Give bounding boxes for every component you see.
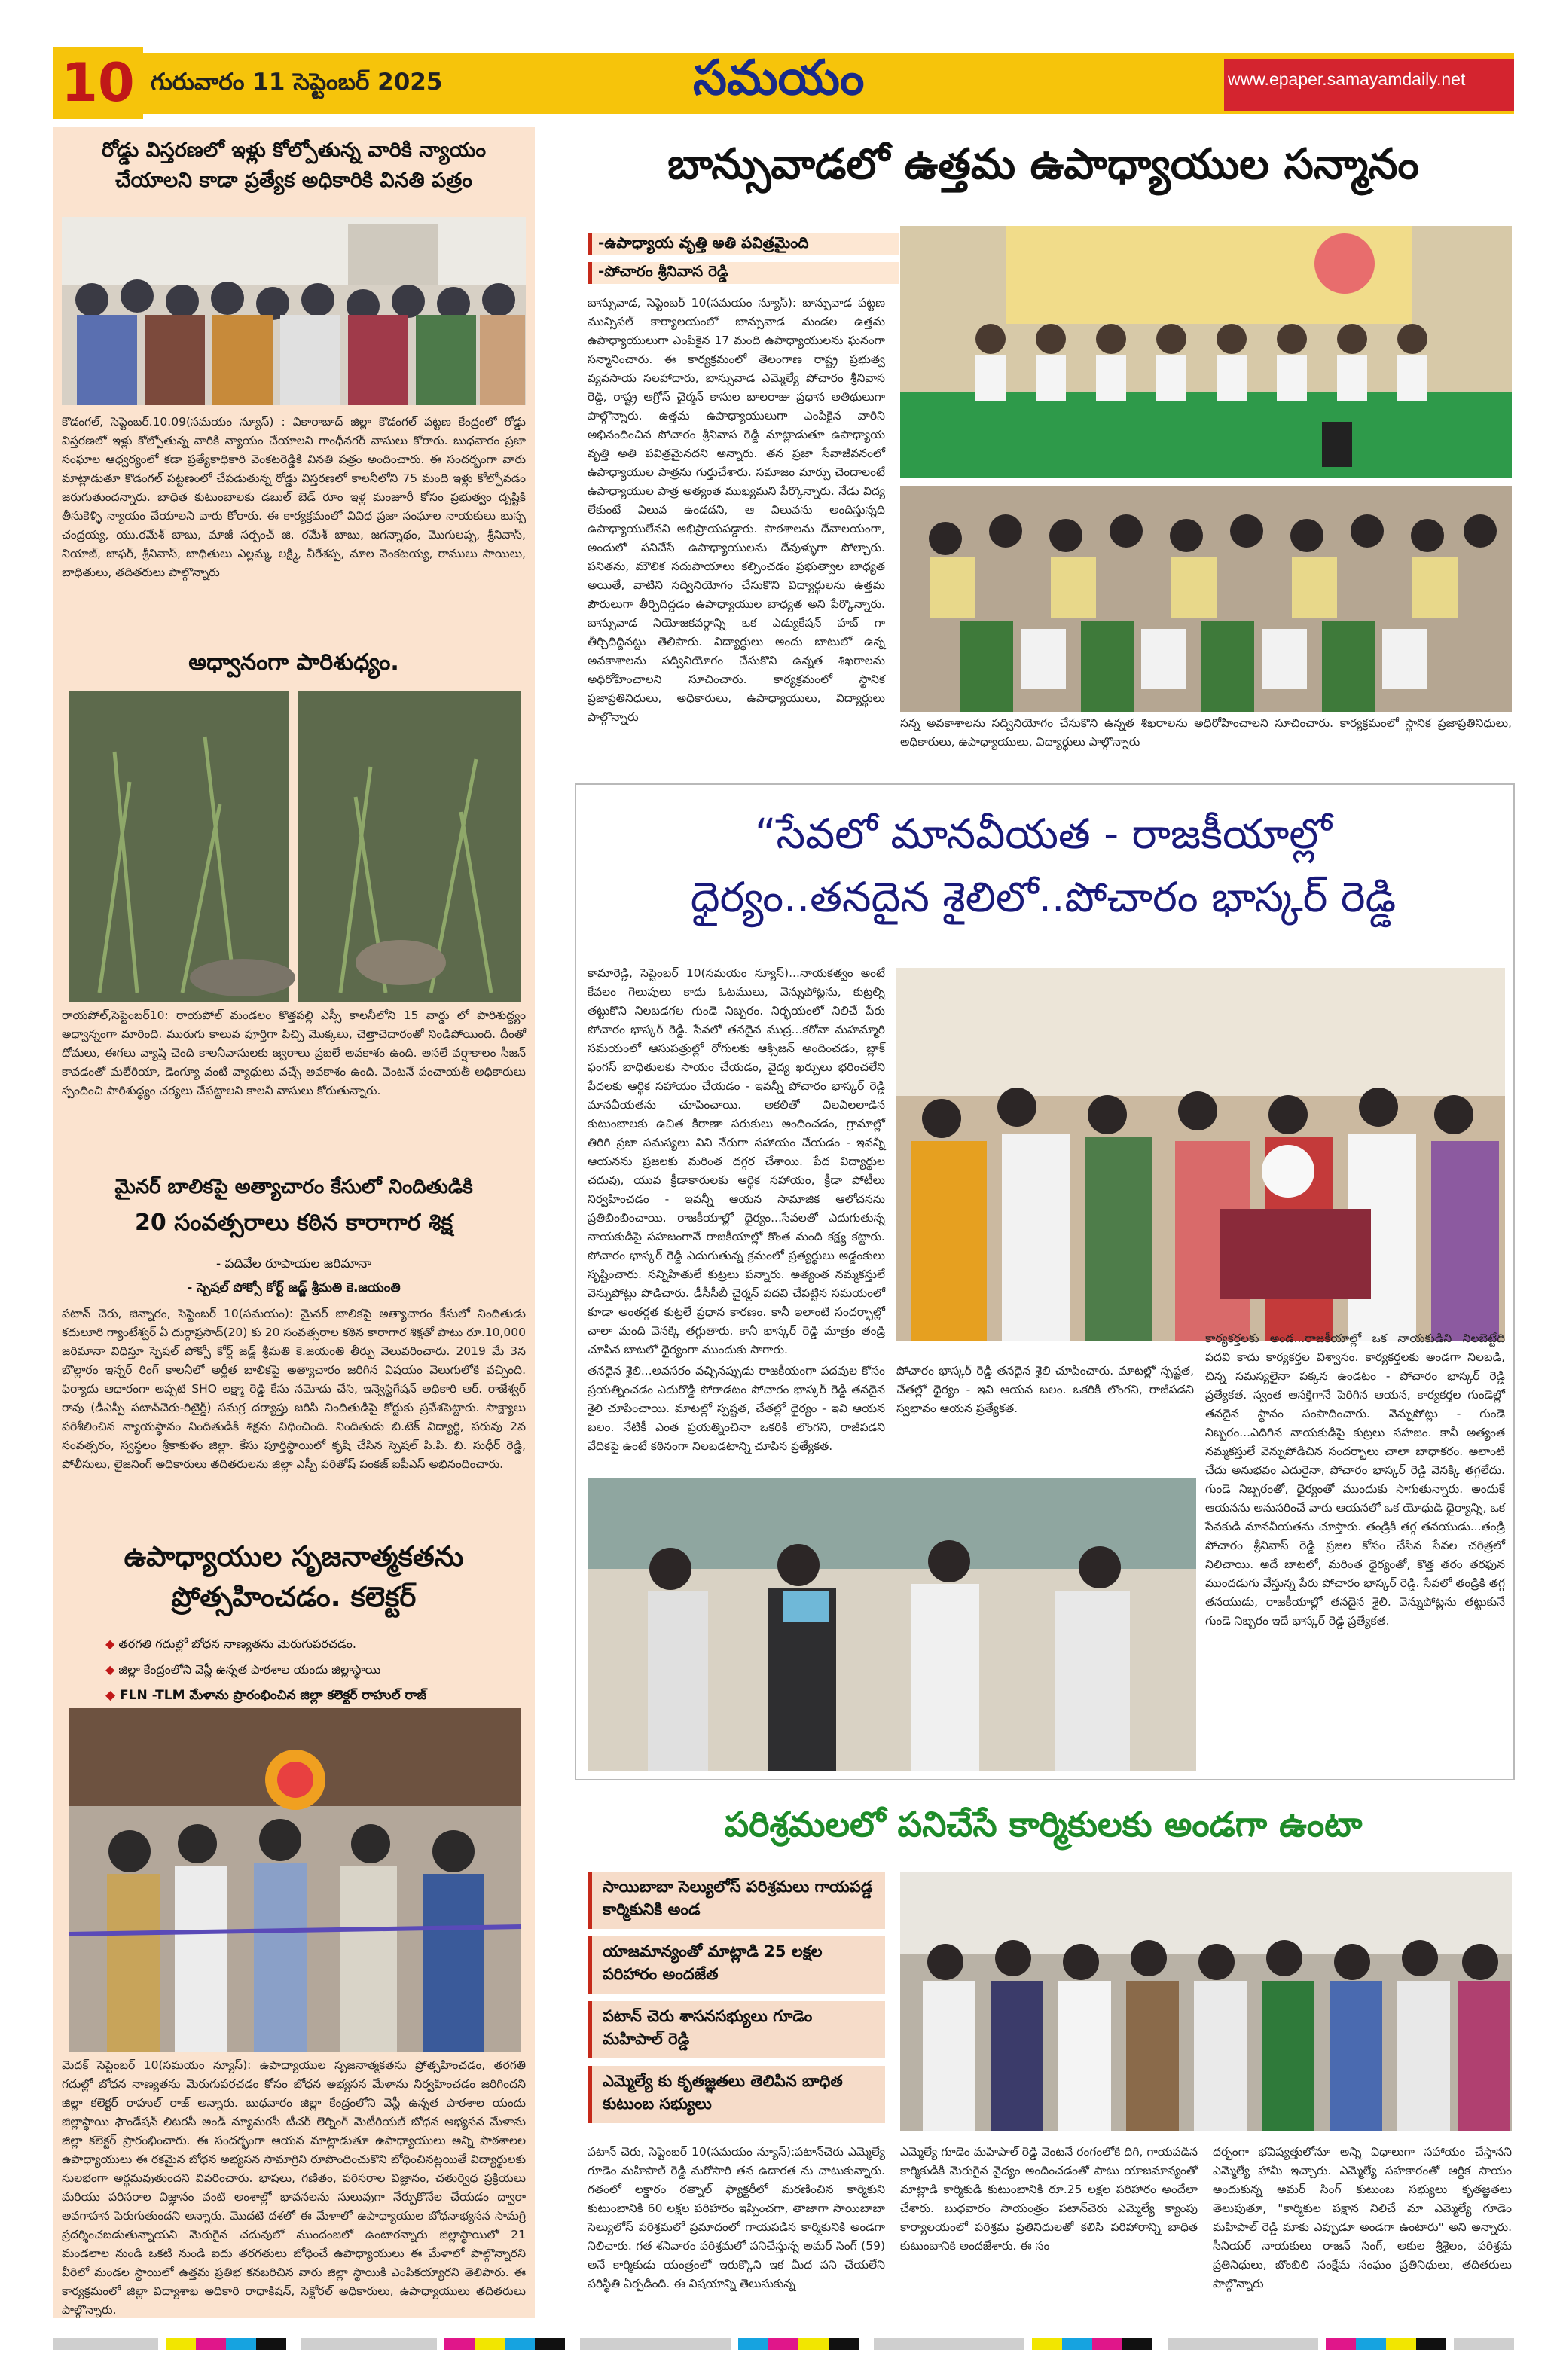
mid-headline-line2: ధైర్యం..తనదైన శైలిలో..పోచారం భాస్కర్ రెడ్డి [690, 873, 1397, 921]
mid-photo-distribution [896, 968, 1505, 1341]
story3-headline-line1: మైనర్ బాలికపై అత్యాచారం కేసులో నిందితుడికి [114, 1176, 473, 1198]
top-photo-stage [900, 226, 1512, 478]
top-sub1: -ఉపాధ్యాయ వృత్తి అతి పవిత్రమైంది [588, 233, 899, 255]
top-body-col2: సన్న అవకాశాలను సద్వినియోగం చేసుకొని ఉన్నత శిఖరాలను అధిరోహించాలని సూచించారు. కార్యక్రమంలో స్థానిక ప్రజాప్రతినిధులు, అధికారులు, ఉపాధ్యాయులు, విద్యార్థులు పాల్గొన్నారు [900, 716, 1512, 749]
story4-bullet-3: ◆ FLN -TLM మేళాను ప్రారంభించిన జిల్లా కలెక్టర్ రాహుల్ రాజ్ [105, 1688, 426, 1703]
bottom-point-4: ఎమ్మెల్యే కు కృతజ్ఞతలు తెలిపిన బాధిత కుటుంబ సభ్యులు [588, 2066, 885, 2123]
story3-sub2: - స్పెషల్ పోక్సో కోర్ట్ జడ్జ్ శ్రీమతి కె.జయంతి [187, 1280, 401, 1295]
story1-headline-line1: రోడ్డు విస్తరణలో ఇళ్లు కోల్పోతున్న వారికి న్యాయం [101, 139, 487, 162]
story4-headline [60, 1536, 527, 1618]
story2-headline: అధ్వానంగా పారిశుధ్యం. [188, 649, 399, 676]
story3-headline [60, 1169, 527, 1241]
top-body-col1: బాన్సువాడ, సెప్టెంబర్ 10(సమయం న్యూస్): బాన్సువాడ పట్టణ మున్సిపల్ కార్యాలయంలో బాన్సువాడ మండల ఉత్తమ ఉపాధ్యాయులుగా ఎంపికైన 17 మంది ఉపాధ్యాయులను ఘనంగా సన్మానించారు. ఈ కార్యక్రమంలో తెలంగాణ రాష్ట్ర ప్రభుత్వ వ్యవసాయ సలహాదారు, బాన్సువాడ ఎమ్మెల్యే పోచారం శ్రీనివాస రెడ్డి, రాష్ట్ర ఆగ్రోస్ చైర్మన్ కాసుల బాలరాజు ప్రధాన అతిథులుగా పాల్గొన్నారు. ఉత్తమ ఉపాధ్యాయులుగా ఎంపికైన వారిని అభినందించిన పోచారం శ్రీనివాస రెడ్డి మాట్లాడుతూ ఉపాధ్యాయ వృత్తి అతి పవిత్రమైనదని అన్నారు. తన ప్రజా సేవాజీవనంలో ఉపాధ్యాయుల పాత్రను గుర్తుచేశారు. సమాజం మార్పు చెందాలంటే ఉపాధ్యాయుల పాత్ర అత్యంత ముఖ్యమని పేర్కొన్నారు. నేడు విద్య లేకుంటే విలువ ఉండదని, ఆ విలువను అందిస్తున్నది ఉపాధ్యాయులేనని అభిప్రాయపడ్డారు. పాఠశాలను దేవాలయంగా, అందులో పనిచేసే ఉపాధ్యాయులను దేవుళ్ళుగా పోల్చారు. పనితను, మౌలిక సదుపాయాలు కల్పించడం ప్రభుత్వాల బాధ్యత అయితే, వాటిని సద్వినియోగం చేసుకొని విద్యార్థులను ఉత్తమ పౌరులుగా తీర్చిదిద్దడం ఉపాధ్యాయుల బాధ్యత అని పేర్కొన్నారు. బాన్సువాడ నియోజకవర్గాన్ని ఒక ఎడ్యుకేషన్ హబ్ గా తీర్చిదిద్దినట్టు తెలిపారు. విద్యార్థులు అందు బాటులో ఉన్న అవకాశాలను సద్వినియోగం చేసుకొని ఉన్నత శిఖరాలను అధిరోహించాలని సూచించారు. కార్యక్రమంలో స్థానిక ప్రజాప్రతినిధులు, అధికారులు, ఉపాధ్యాయులు, విద్యార్థులు పాల్గొన్నారు [588, 296, 885, 724]
story3-body: పటాన్ చెరు, జిన్నారం, సెప్టెంబర్ 10(సమయం): మైనర్ బాలికపై అత్యాచారం కేసులో నిందితుడు కదులూరి గ్యాంటేశ్వర్ ఏ దుర్గాప్రసాద్(20) కు 20 సంవత్సరాల కఠిన కారాగార శిక్షతో పాటు రూ.10,000 జరిమానా విధిస్తూ స్పెషల్ పోక్సో కోర్ట్ జడ్జ్ శ్రీమతి కె.జయంతి తీర్పు వెలువరించారు. 2019 మే 3న బొల్లారం ఇన్నర్ రింగ్ కాలనీలో అర్జీత బాలికపై అత్యాచారం జరిగిన విషయం వెలుగులోకి వచ్చింది. ఫిర్యాదు ఆధారంగా అప్పటి SHO లక్ష్మా రెడ్డి కేసు నమోదు చేసి, ఇన్వెస్టిగేషన్ అధికారి ఆర్. రాజేశ్వర్ రావు (డీఎస్పీ పటాన్‌చెరు-రిటైర్డ్) సమగ్ర దర్యాప్తు జరిపి నిందితుడిపై కోర్టుకు ప్రవేశపెట్టారు. సాక్ష్యాలు పరిశీలించిన న్యాయస్థానం నిందితుడికి శిక్షను విధించింది. నిందితుడు బి.టెక్ విద్యార్థి, పరువు 2వ సంవత్సరం, స్వస్థలం శ్రీకాకుళం జిల్లా. కేసు పూర్తిస్థాయిలో కృషి చేసిన స్పెషల్ పి.పి. బి. సుధీర్ రెడ్డి, పోలీసులు, లైజనింగ్ అధికారులు తదితరులను జిల్లా ఎస్పీ పరితోష్ పంకజ్ ఐపీఎస్ అభినందించారు. [62, 1307, 526, 1471]
story3-sub1: - పదివేల రూపాయల జరిమానా [215, 1256, 371, 1271]
top-photo-teachers [900, 486, 1512, 712]
paper-name: సమయం [693, 50, 865, 106]
mid-body-col3: కార్యకర్తలకు అండ...రాజకీయాల్లో ఒక నాయకుడిని నిలబెట్టేది పదవి కాదు కార్యకర్తల విశ్వాసం. కార్యకర్తలకు అండగా నిలబడి, చిన్న సమస్యలైనా పక్కన ఉండటం - పోచారం భాస్కర్ రెడ్డి ప్రత్యేకత. స్వంత ఆసక్తిగానే పెరిగిన ఆయన, కార్యకర్తల గుండెల్లో తనదైన స్థానం సంపాదించారు. వెన్నుపోట్లు - గుండె నిబ్బరం...ఎదిగిన నాయకుడిపై కుట్రలు సహజం. కానీ అత్యంత నమ్మకస్తులే వెన్నుపోడిచిన సందర్భాలు చాలా బాధాకరం. అలాంటి చేదు అనుభవం ఎదురైనా, పోచారం భాస్కర్ రెడ్డి వెనక్కి తగ్గలేదు. గుండె నిబ్బరంతో, ధైర్యంతో ముందుకు సాగుతున్నారు. అందుకే ఆయనను అనుసరించే వారు ఆయనలో ఒక యోధుడి ధైర్యాన్ని, ఒక సేవకుడి మానవీయతను చూస్తారు. తండ్రికి తగ్గ తనయుడు...తండ్రి పోచారం శ్రీనివాస్ రెడ్డి ప్రజల కోసం చేసిన సేవల చరిత్రలో నిలిచాయి. అదే బాటలో, మరింత ధైర్యంతో, కొత్త తరం తరఫున ముందడుగు వేస్తున్న పేరు పోచారం భాస్కర్ రెడ్డి. సేవలో తండ్రికి తగ్గ తనయుడు, రాజకీయాల్లో తనదైన శైలి. వెన్నుపోట్లను తట్టుకునే గుండె నిబ్బరం ఇదే భాస్కర్ రెడ్డి ప్రత్యేకత. [1205, 1332, 1505, 1628]
bullet-icon: ◆ [105, 1637, 119, 1651]
story2-body: రాయపోల్,సెప్టెంబర్10: రాయపోల్ మండలం కొత్తపల్లి ఎస్సీ కాలనీలోని 15 వార్డు లో పారిశుద్ధ్యం అధ్వాన్నంగా మారింది. మురుగు కాలువ పూర్తిగా పిచ్చి మొక్కలు, చెత్తాచెదారంతో నిండిపోయింది. దీంతో దోమలు, ఈగలు వ్యాప్తి చెంది కాలనీవాసులకు జ్వరాలు ప్రబలే అవకాశం ఉంది. అసలే వర్షాకాలం సీజన్ కావడంతో మలేరియా, డెంగ్యూ వంటి వ్యాధులు వచ్చే అవకాశం ఉంది. వెంటనే పంచాయతీ అధికారులు స్పందించి పారిశుద్ధ్యం చర్యలు చేపట్టాలని కాలనీ వాసులు కోరుతున్నారు. [62, 1008, 526, 1097]
bullet-icon: ◆ [105, 1688, 120, 1703]
bottom-body-col3: దర్భంగా భవిష్యత్తులోనూ అన్ని విధాలుగా సహాయం చేస్తానని ఎమ్మెల్యే హామీ ఇచ్చారు. ఎమ్మెల్యే సహకారంతో ఆర్థిక సాయం అందుకున్న అమర్ సింగ్ కుటుంబ సభ్యులు కృతజ్ఞతలు తెలుపుతూ, "కార్మికుల పక్షాన నిలిచే మా ఎమ్మెల్యే గూడెం మహిపాల్ రెడ్డి మాకు ఎప్పుడూ అండగా ఉంటారు" అని అన్నారు. సీనియర్ నాయకులు రాజన్ సింగ్, అకుల శ్రీశైలం, పరిశ్రమ ప్రతినిధులు, బొంబిలి సంక్షేమ సంఘం ప్రతినిధులు, తదితరులు పాల్గొన్నారు [1213, 2145, 1512, 2290]
bottom-points [588, 1872, 885, 2123]
story2-photo [69, 691, 521, 1002]
top-headline: బాన్సువాడలో ఉత్తమ ఉపాధ్యాయుల సన్మానం [667, 140, 1419, 189]
story4-bullet-2: ◆ జిల్లా కేంద్రంలోని వెస్లీ ఉన్నత పాఠశాల యందు జిల్లాస్థాయి [105, 1662, 381, 1677]
issue-date: గురువారం 11 సెప్టెంబర్ 2025 [151, 68, 443, 96]
mid-headline-line1: “సేవలో మానవీయత - రాజకీయాల్లో [755, 810, 1332, 858]
bottom-headline: పరిశ్రమలలో పనిచేసే కార్మికులకు అండగా ఉంటా [724, 1804, 1363, 1844]
mid-body-col2b: పోచారం భాస్కర్ రెడ్డి తనదైన శైలి చూపించారు. మాటల్లో స్పష్టత, చేతల్లో ధైర్యం - ఇవి ఆయన బలం. ఒకరికి లొంగని, రాజీపడని స్వభావం ఆయన ప్రత్యేకత. [896, 1364, 1194, 1415]
story1-headline-line2: చేయాలని కాడా ప్రత్యేక అధికారికి వినతి పత్రం [115, 169, 472, 192]
story4-headline-line2: ప్రోత్సహించడం. కలెక్టర్ [171, 1581, 417, 1613]
story1-headline [60, 136, 527, 196]
bottom-point-3: పటాన్ చెరు శాసనసభ్యులు గూడెం మహిపాల్ రెడ్డి [588, 2001, 885, 2058]
bottom-point-2: యాజమాన్యంతో మాట్లాడి 25 లక్షల పరిహారం అందజేత [588, 1936, 885, 1994]
page-number: 10 [53, 47, 143, 119]
bullet-icon: ◆ [105, 1662, 119, 1677]
bottom-body-col2: ఎమ్మెల్యే గూడెం మహిపాల్ రెడ్డి వెంటనే రంగంలోకి దిగి, గాయపడిన కార్మికుడికి మెరుగైన వైద్యం అందించడంతో పాటు యాజమాన్యంతో మాట్లాడి కార్మికుడి కుటుంబానికి రూ.25 లక్షల పరిహారం అందేలా చేశారు. బుధవారం సాయంత్రం పటాన్‌చెరు ఎమ్మెల్యే క్యాంపు కార్యాలయంలో పరిశ్రమ ప్రతినిధులతో కలిసి పరిహారాన్ని బాధిత కుటుంబానికి అందజేశారు. ఈ సం [900, 2145, 1198, 2253]
bottom-photo [900, 1872, 1512, 2131]
bottom-point-1: సాయిబాబా సెల్యులోస్ పరిశ్రమలు గాయపడ్డ కార్మికునికి అండ [588, 1872, 885, 1929]
mid-body-col1: కామారెడ్డి, సెప్టెంబర్ 10(సమయం న్యూస్)...నాయకత్వం అంటే కేవలం గెలుపులు కాదు ఓటములు, వెన్నుపోట్లను, కుట్రల్ని తట్టుకొని నిలబడగల గుండె నిబ్బరం. నిర్భయంలో నిలిచే పేరు పోచారం భాస్కర్ రెడ్డి. సేవలో తనదైన ముద్ర...కరోనా మహమ్మారి సమయంలో ఆసుపత్రుల్లో రోగులకు ఆక్సిజన్ అందించడం, బ్లాక్ ఫంగస్ బాధితులకు సాయం చేయడం, వైద్య ఖర్చులు భరించలేని పేదలకు ఆర్థిక సహాయం చేయడం - ఇవన్నీ పోచారం భాస్కర్ రెడ్డి మానవీయతను చూపించాయి. అకలితో విలవిలలాడిన కుటుంబాలకు ఉచిత కిరాణా సరుకులు అందించడం, గ్రామాల్లో తిరిగి ప్రజా సమస్యలు విని నేరుగా సహాయం చేయడం - ఇవన్నీ ఆయనను ప్రజలకు మరింత దగ్గర చేశాయి. పేద విద్యార్థుల చదువు, యువ క్రీడాకారులకు ఆర్థిక సహాయం, క్రీడా పోటీలు నిర్వహించడం - ఇవన్నీ ఆయన సామాజిక ఆలోచనను ప్రతిబింబించాయి. రాజకీయాల్లో ధైర్యం...సేవలతో ఎదుగుతున్న నాయకుడిపై సహజంగానే రాజకీయాల్లో కొంత మంది కక్ష్య కట్టారు. పోచారం భాస్కర్ రెడ్డి ఎదుగుతున్న క్రమంలో ప్రత్యర్థులు అడ్డంకులు సృష్టించారు. సన్నిహితులే కుట్రలు పన్నారు. అత్యంత నమ్మకస్తులే వెన్నుపోట్లు పొడిచారు. డీసీసీబీ చైర్మన్ పదవి చేపట్టిన సమయంలో కూడా అంతర్గత కుట్రలే ప్రధాన కారణం. కానీ ఇలాంటి సందర్భాల్లో చాలా మంది వెనక్కి తగ్గుతారు. కానీ భాస్కర్ రెడ్డి మాత్రం తండ్రి చూపిన బాటలో ధైర్యంగా ముందుకు సాగారు. [588, 966, 885, 1356]
story4-bullets [105, 1631, 527, 1708]
bottom-body-col1: పటాన్ చెరు, సెప్టెంబర్ 10(సమయం న్యూస్):పటాన్‌చెరు ఎమ్మెల్యే గూడెం మహిపాల్ రెడ్డి మరోసారి తన ఉదారత ను చాటుకున్నారు. గతంలో లక్డారం రత్నాల్ ఫ్యాక్టరీలో మరణించిన కార్మికుని కుటుంబానికి 60 లక్షల పరిహారం ఇప్పించగా, తాజాగా సాయిబాబా సెల్యులోస్ పరిశ్రమలో ప్రమాదంలో గాయపడిన కార్మికునికి అండగా నిలిచారు. గత శనివారం పరిశ్రమలో పనిచేస్తున్న అమర్ సింగ్ (59) అనే కార్మికుడు యంత్రంలో ఇరుక్కొని ఇక మీద పని చేయలేని పరిస్థితి ఏర్పడింది. ఈ విషయాన్ని తెలుసుకున్న [588, 2145, 885, 2290]
mid-body-col2: తనదైన శైలి...అవసరం వచ్చినప్పుడు రాజకీయంగా పదవుల కోసం ప్రయత్నించడం ఎదురొడ్డి పోరాడటం పోచారం భాస్కర్ రెడ్డి తనదైన శైలి చూపించాయి. మాటల్లో స్పష్టత, చేతల్లో ధైర్యం - ఇవి ఆయన బలం. నేటికీ ఎంత ప్రయత్నించినా ఒకరికి లొంగని, రాజీపడని వేదికపై ఉంటే కఠినంగా నిలబడటాన్ని చూపిన ప్రత్యేకత. [588, 1364, 885, 1453]
story1-body: కొడంగల్, సెప్టెంబర్.10.09(సమయం న్యూస్) : వికారాబాద్ జిల్లా కొడంగల్ పట్టణ కేంద్రంలో రోడ్డు విస్తరణలో ఇళ్లు కోల్పోతున్న వారికి న్యాయం చేయాలని గాంధీనగర్ వాసులు కోరారు. బుధవారం ప్రజా సంఘాల ఆధ్వర్యంలో కడా ప్రత్యేకాధికారి వెంకటరెడ్డికి వినతి పత్రం అందించారు. ఈ సందర్భంగా వారు మాట్లాడుతూ కొడంగల్ పట్టణంలో చేపడుతున్న రోడ్డు విస్తరణలో కాలనీలోని 75 మంది ఇళ్లు కోల్పోవడం జరుగుతుందన్నారు. బాధిత కుటుంబాలకు డబుల్ బెడ్ రూం ఇళ్ల మంజూరీ కోసం ప్రభుత్వం దృష్టికి తీసుకెళ్ళి న్యాయం చేయాలని వారు కోరారు. ఈ కార్యక్రమంలో వివిధ ప్రజా సంఘాల నాయకులు బుస్స చంద్రయ్య, యు.రమేశ్ బాబు, మాజీ సర్పంచ్ జి. రమేశ్ బాబు, జగన్నాథం, మొగులప్ప, శ్రీనివాస్, నియాజ్, జాఫర్, శ్రీనివాస్, బాధితులు ఎల్లమ్మ, లక్ష్మి, వీరేశప్ప, మాల వెంకటయ్య, రాములు సాయిలు, బాధితులు, తదితరులు పాల్గొన్నారు [62, 415, 526, 579]
epaper-url[interactable]: www.epaper.samayamdaily.net [1228, 69, 1466, 89]
story4-bullet-1: ◆ తరగతి గదుల్లో బోధన నాణ్యతను మెరుగుపరచడం. [105, 1637, 356, 1651]
story3-headline-line2: 20 సంవత్సరాలు కఠిన కారాగార శిక్ష [135, 1210, 453, 1236]
story1-photo [62, 217, 526, 405]
mid-photo-hospital [588, 1478, 1196, 1771]
mid-headline [580, 802, 1507, 929]
story4-photo [69, 1708, 521, 2052]
print-color-strip [53, 2335, 1514, 2353]
story4-body: మెదక్ సెప్టెంబర్ 10(సమయం న్యూస్): ఉపాధ్యాయుల సృజనాత్మకతను ప్రోత్సహించడం, తరగతి గదుల్లో బోధన నాణ్యతను మెరుగుపరచడం కోసం బోధన అభ్యసన మేళాను నిర్వహించడం జరిగిందని జిల్లా కలెక్టర్ రాహుల్ రాజ్ అన్నారు. బుధవారం జిల్లా కేంద్రంలోని వెస్లీ ఉన్నత పాఠశాల యందు జిల్లాస్థాయి ఫౌండేషన్ లిటరసీ అండ్ న్యూమరసీ టీచర్ లెర్నింగ్ మెటీరియల్ బోధన అభ్యసన మేళాను జిల్లా కలెక్టర్ ప్రారంభించారు. ఈ సందర్భంగా ఆయన మాట్లాడుతూ ఉపాధ్యాయులు అన్ని పాఠశాలల ఉపాధ్యాయులు ఈ రకమైన బోధన అభ్యసన సామాగ్రిని రూపొందించుకొని బోధించినట్లయితే విద్యార్థులకు సులభంగా అర్థమవుతుందని వివరించారు. భాషలు, గణితం, పరిసరాల విజ్ఞానం, చతుర్విధ ప్రక్రియలు మరియు పరిసరాల విజ్ఞానం వంటి అంశాల్లో భావనలను సులువుగా నేర్పుకొనేల చేయడం ద్వారా అవగాహన పెరుగుతుందని అన్నారు. మొదటి దశలో ఈ మేళాలో ఉపాధ్యాయుల బోధనాభ్యసన సామగ్రి ప్రదర్శించబడుతున్నాయని మెరుగైన చదువులో ముందంజలో ఉంటారన్నారు జిల్లాస్థాయిలో 21 మండలాల నుండి ఒకటి నుండి ఐదు తరగతులు బోధించే ఉపాధ్యాయులు ఈ మేళాలో పాల్గొన్నారని వీరిలో మండల స్థాయిలో ఉత్తమ ప్రతిభ కనబరిచిన వారు జిల్లా స్థాయికి ఎంపికయ్యారని తెలిపారు. ఈ కార్యక్రమంలో జిల్లా విద్యాశాఖ అధికారి రాధాకిషన్, సెక్టోరల్ అధికారులు, ఉపాధ్యాయులు తదితరులు పాల్గొన్నారు. [62, 2058, 526, 2317]
top-sub2: -పోచారం శ్రీనివాస రెడ్డి [588, 262, 899, 284]
story4-headline-line1: ఉపాధ్యాయుల సృజనాత్మకతను [124, 1540, 464, 1573]
